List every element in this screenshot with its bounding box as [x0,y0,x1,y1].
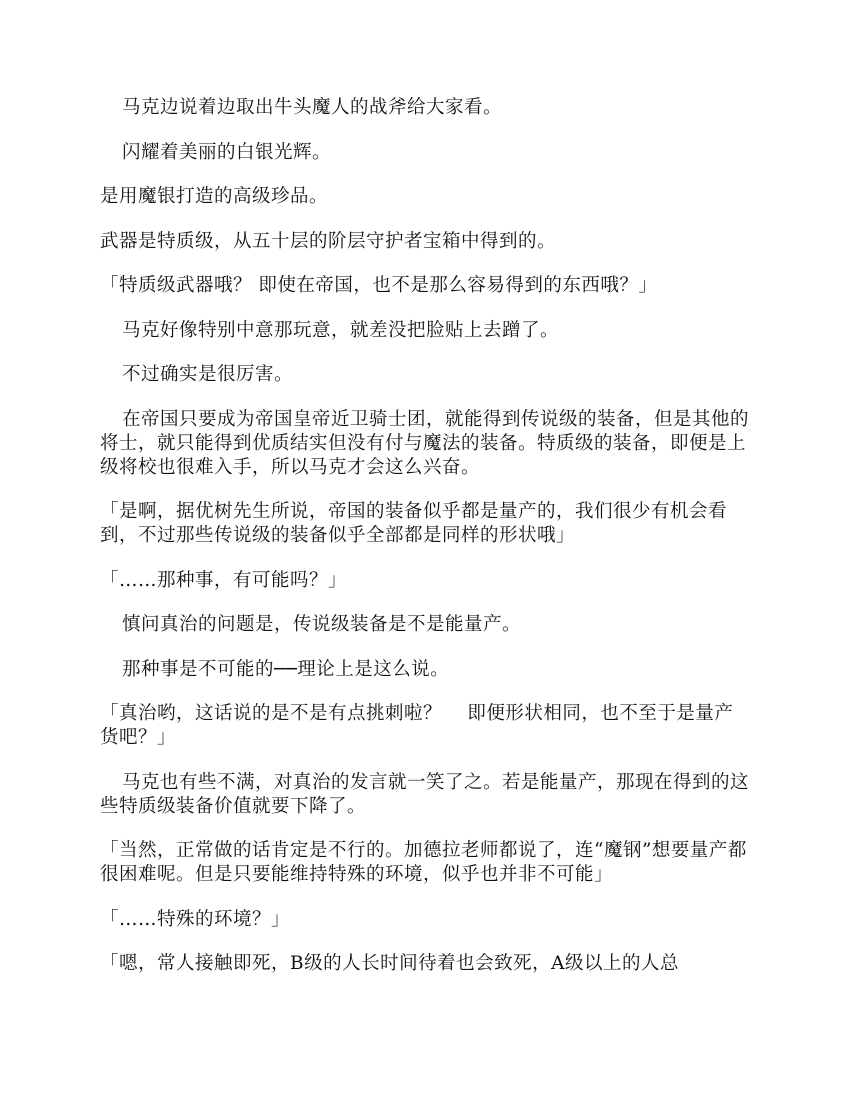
document-page [100,96,750,997]
dialogue-paragraph: 「……那种事，有可能吗？」 [100,569,348,591]
dialogue-paragraph: 「嗯，常人接触即死，B级的人长时间待着也会致死，A级以上的人总 [100,953,679,974]
paragraph: 马克边说着边取出牛头魔人的战斧给大家看。 [122,97,503,118]
paragraph: 闪耀着美丽的白银光辉。 [122,141,332,163]
paragraph: 那种事是不可能的──理论上是这么说。 [122,658,450,680]
paragraph: 武器是特质级，从五十层的阶层守护者宝箱中得到的。 [100,230,557,252]
paragraph: 马克好像特别中意那玩意，就差没把脸贴上去蹭了。 [122,319,560,341]
paragraph: 在帝国只要成为帝国皇帝近卫骑士团，就能得到传说级的装备，但是其他的将士，就只能得到优质结实但没有付与魔法的装备。特质级的装备，即便是上级将校也很难入手，所以马克才会这么兴奋。 [100,408,750,478]
dialogue-paragraph: 「是啊，据优树先生所说，帝国的装备似乎都是量产的，我们很少有机会看到，不过那些传说级的装备似乎全部都是同样的形状哦」 [100,501,728,546]
paragraph: 不过确实是很厉害。 [122,364,294,385]
paragraph: 是用魔银打造的高级珍品。 [100,186,329,207]
paragraph: 慎问真治的问题是，传说级装备是不是能量产。 [122,614,522,635]
dialogue-paragraph: 「……特殊的环境？」 [100,908,291,930]
dialogue-paragraph: 「当然，正常做的话肯定是不行的。加德拉老师都说了，连“魔钢”想要量产都很困难呢。但是只要能维持特殊的环境，似乎也并非不可能」 [100,840,747,885]
dialogue-paragraph: 「特质级武器哦？ 即使在帝国，也不是那么容易得到的东西哦？」 [100,275,658,296]
paragraph: 马克也有些不满，对真治的发言就一笑了之。若是能量产，那现在得到的这些特质级装备价值就要下降了。 [100,771,750,817]
dialogue-paragraph: 「真治哟，这话说的是不是有点挑刺啦？ 即便形状相同，也不至于是量产货吧？」 [100,703,734,748]
